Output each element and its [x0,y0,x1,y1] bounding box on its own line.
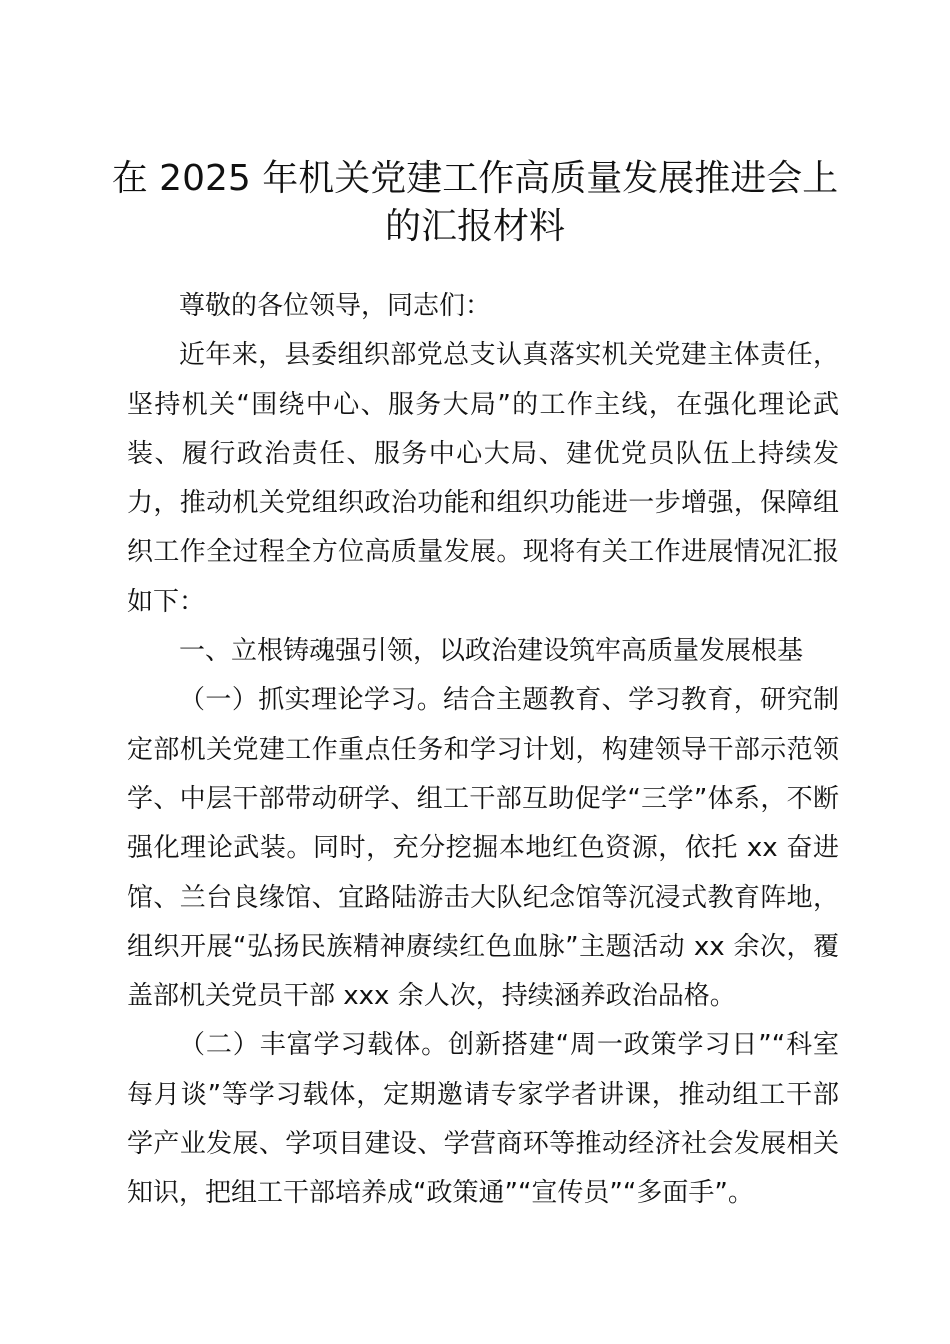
title-line-2: 的汇报材料 [384,206,565,247]
salutation: 尊敬的各位领导，同志们： [179,291,492,321]
item-paragraph-1: （一）抓实理论学习。结合主题教育、学习教育，研究制定部机关党建工作重点任务和学习计划，构建领导干部示范领学、中层干部带动研学、组工干部互助促学“三学”体系，不断强化理论武装。同时，充分挖掘本地红色资源，依托 xx 奋进馆、兰台良缘馆、宜路陆游击大队纪念馆等沉浸式教育阵地，组织开展“弘扬民族精神赓续红色血脉”主题活动 xx 余次，覆盖部机关党员干部 xxx 余人次，持续涵养政治品格。 [127,685,839,1012]
intro-paragraph: 近年来，县委组织部党总支认真落实机关党建主体责任，坚持机关“围绕中心、服务大局”的工作主线，在强化理论武装、履行政治责任、服务中心大局、建优党员队伍上持续发力，推动机关党组织政治功能和组织功能进一步增强，保障组织工作全过程全方位高质量发展。现将有关工作进展情况汇报如下： [127,340,839,617]
title-line-1: 在 2025 年机关党建工作高质量发展推进会上 [111,158,839,199]
section-heading-1: 一、立根铸魂强引领，以政治建设筑牢高质量发展根基 [179,636,804,667]
document-body [127,282,839,1219]
item-paragraph-2: （二）丰富学习载体。创新搭建“周一政策学习日”“科室每月谈”等学习载体，定期邀请专家学者讲课，推动组工干部学产业发展、学项目建设、学营商环等推动经济社会发展相关知识，把组工干部培养成“政策通”“宣传员”“多面手”。 [127,1030,839,1209]
document-title [110,155,840,251]
